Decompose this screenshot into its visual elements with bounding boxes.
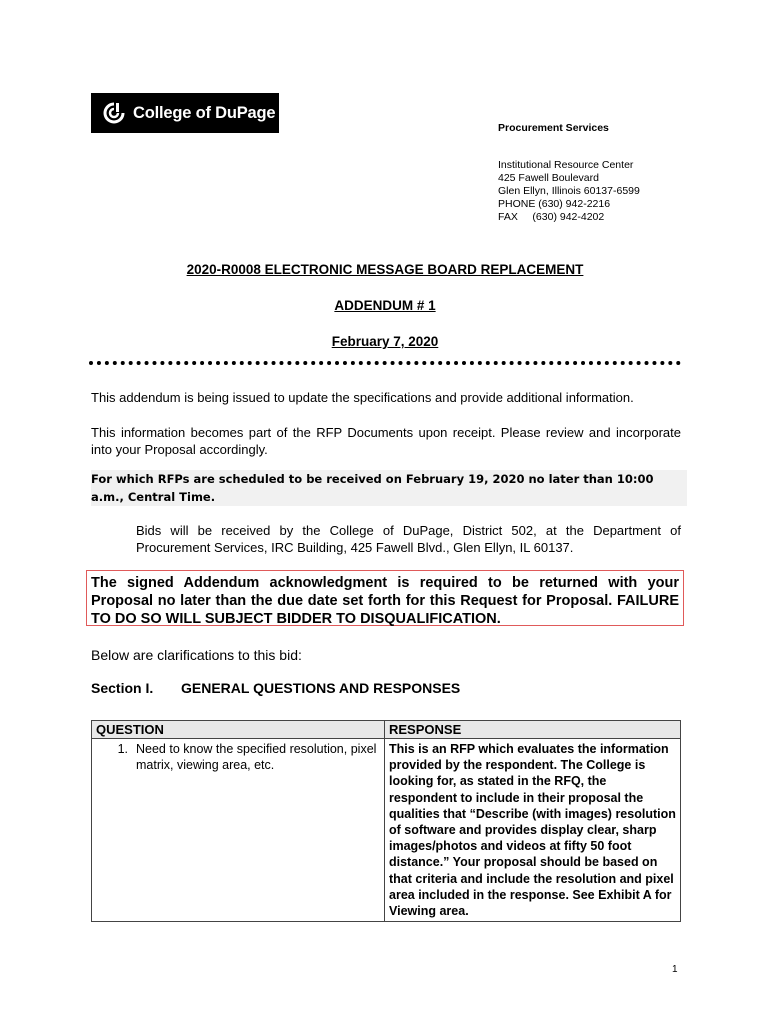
intro-paragraph: This addendum is being issued to update the specifications and provide additional information. xyxy=(91,390,634,405)
dotted-divider xyxy=(89,361,681,373)
table-row xyxy=(92,739,681,922)
page-number: 1 xyxy=(672,964,678,975)
question-cell xyxy=(92,739,385,922)
clarifications-intro: Below are clarifications to this bid: xyxy=(91,647,302,663)
rfp-documents-paragraph: This information becomes part of the RFP Documents upon receipt. Please review and incorporate into your Proposal accordingly. xyxy=(91,425,681,457)
logo-text: College of DuPage xyxy=(133,103,276,122)
address-line: Glen Ellyn, Illinois 60137-6599 xyxy=(498,185,640,197)
response-cell: This is an RFP which evaluates the information provided by the respondent. The College is looking for, as stated in the RFQ, the respondent to include in their proposal the qualities that “Describe (with images) resolution of software and provides display clear, sharp images/photos and videos at fifty 50 foot distance.” Your proposal should be based on that criteria and include the resolution and pixel area included in the response. See Exhibit A for Viewing area. xyxy=(385,739,681,922)
addendum-date: February 7, 2020 xyxy=(331,334,439,349)
college-logo xyxy=(91,93,279,133)
deadline-paragraph: For which RFPs are scheduled to be received on February 19, 2020 no later than 10:00 a.m., Central Time. xyxy=(91,470,687,506)
section-heading xyxy=(91,680,460,696)
section-title: GENERAL QUESTIONS AND RESPONSES xyxy=(181,680,461,696)
document-title: 2020-R0008 ELECTRONIC MESSAGE BOARD REPLACEMENT xyxy=(186,262,584,277)
section-number: Section I. xyxy=(91,680,154,696)
address-line: 425 Fawell Boulevard xyxy=(498,172,599,184)
qa-table xyxy=(91,720,681,922)
bids-location-paragraph: Bids will be received by the College of DuPage, District 502, at the Department of Procurement Services, IRC Building, 425 Fawell Blvd., Glen Ellyn, IL 60137. xyxy=(136,523,681,555)
question-text: Need to know the specified resolution, pixel matrix, viewing area, etc. xyxy=(136,742,377,773)
acknowledgment-notice: The signed Addendum acknowledgment is required to be returned with your Proposal no later than the due date set forth for this Request for Proposal. FAILURE TO DO SO WILL SUBJECT BIDDER TO DISQUALIFICATION. xyxy=(86,570,684,626)
address-line: Institutional Resource Center xyxy=(498,159,634,171)
question-header: QUESTION xyxy=(92,721,385,739)
college-logo-icon xyxy=(103,102,125,124)
department-name: Procurement Services xyxy=(498,122,609,134)
table-header-row xyxy=(92,721,681,739)
question-item xyxy=(96,741,380,773)
addendum-number: ADDENDUM # 1 xyxy=(334,298,436,313)
address-block xyxy=(498,159,640,224)
phone-line: PHONE (630) 942-2216 xyxy=(498,198,611,210)
response-header: RESPONSE xyxy=(385,721,681,739)
fax-line: FAX (630) 942-4202 xyxy=(498,211,605,223)
question-number: 1. xyxy=(117,742,128,756)
